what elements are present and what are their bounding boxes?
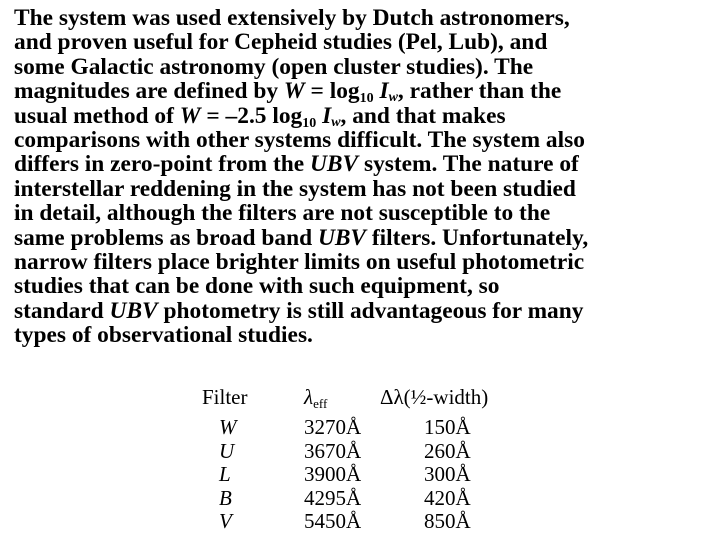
table-cell: 3670Å <box>304 438 362 463</box>
table-cell: 260Å <box>424 438 471 463</box>
text-run: magnitudes are defined by <box>14 78 284 105</box>
filter-header: Filter <box>202 385 248 409</box>
text-run: = log <box>304 78 360 105</box>
paragraph-line <box>14 226 720 250</box>
half-width-column <box>424 416 471 534</box>
text-run: = –2.5 log <box>200 102 303 129</box>
subscript: 10 <box>359 91 374 107</box>
paragraph-line: narrow filters place brighter limits on useful photometric <box>14 248 585 275</box>
text-run: usual method of <box>14 102 180 129</box>
text-run: filters. Unfortunately, <box>366 224 589 251</box>
text-run: system. The nature of <box>358 151 579 178</box>
table-cell: 3270Å <box>304 415 362 439</box>
paragraph-line <box>14 102 720 131</box>
text-run: standard <box>14 297 110 324</box>
math-variable: W <box>283 78 305 105</box>
text-run: , and that makes <box>340 102 506 129</box>
paragraph-line: comparisons with other systems difficult. The system also <box>14 126 585 153</box>
paragraph-line <box>14 78 720 107</box>
system-name: UBV <box>317 224 367 251</box>
table-cell: 5450Å <box>304 509 362 534</box>
math-variable: I <box>373 78 389 105</box>
body-paragraph <box>14 6 720 347</box>
filter-column <box>219 416 237 534</box>
math-variable: W <box>179 102 201 129</box>
subscript: eff <box>313 396 328 411</box>
paragraph-line <box>14 299 720 323</box>
half-width-header: Δλ(½-width) <box>380 385 489 409</box>
paragraph-line: studies that can be done with such equipment, so <box>14 273 500 300</box>
table-cell: 3900Å <box>304 462 362 487</box>
system-name: UBV <box>310 151 359 178</box>
text-run: differs in zero-point from the <box>14 151 311 178</box>
text-run: same problems as broad band <box>14 224 318 251</box>
paragraph-line: types of observational studies. <box>14 322 313 349</box>
paragraph-line: some Galactic astronomy (open cluster studies). The <box>14 53 534 80</box>
table-cell: 300Å <box>424 462 471 487</box>
table-cell: 420Å <box>424 485 471 510</box>
table-cell: L <box>219 462 231 487</box>
subscript: 10 <box>302 115 317 131</box>
paragraph-line: The system was used extensively by Dutch astronomers, <box>14 5 570 31</box>
text-run: photometry is still advantageous for many <box>157 297 584 324</box>
subscript: w <box>331 114 341 130</box>
lambda-symbol: λ <box>304 385 314 409</box>
table-cell: 4295Å <box>304 485 362 510</box>
table-cell: B <box>219 485 232 510</box>
text-run: , rather than the <box>397 78 562 105</box>
paragraph-line: and proven useful for Cepheid studies (Pel, Lub), and <box>14 29 548 56</box>
math-variable: I <box>316 102 332 129</box>
table-cell: 850Å <box>424 509 471 534</box>
system-name: UBV <box>109 297 158 324</box>
table-cell: 150Å <box>424 415 471 439</box>
paragraph-line: interstellar reddening in the system has not been studied <box>14 175 576 202</box>
subscript: w <box>388 90 398 106</box>
lambda-eff-column <box>304 416 361 534</box>
table-cell: W <box>219 415 237 439</box>
paragraph-line <box>14 152 720 176</box>
paragraph-line: in detail, although the filters are not susceptible to the <box>14 200 551 227</box>
table-cell: U <box>219 438 235 463</box>
table-cell: V <box>219 509 232 534</box>
lambda-eff-header <box>304 386 327 410</box>
